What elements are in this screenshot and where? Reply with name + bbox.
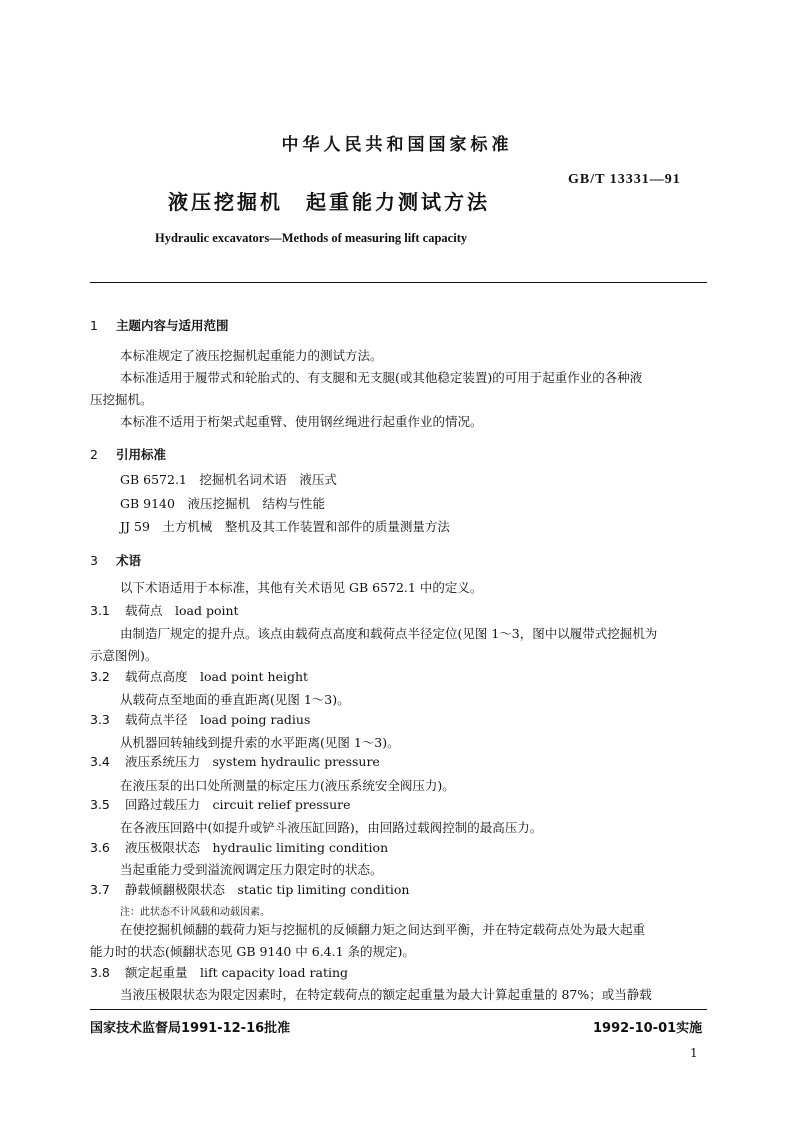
section-number: 1 bbox=[90, 318, 98, 333]
term-heading bbox=[90, 601, 239, 619]
issuer-heading: 中华人民共和国国家标准 bbox=[281, 135, 513, 155]
approval-date: 国家技术监督局1991-12-16批准 bbox=[90, 1021, 291, 1036]
term-number: 3.5 bbox=[90, 797, 110, 812]
section-heading bbox=[90, 551, 141, 569]
paragraph-line: 当起重能力受到溢流阀调定压力限定时的状态。 bbox=[120, 862, 383, 877]
term-number: 3.4 bbox=[90, 754, 110, 769]
term-title: 载荷点高度 load point height bbox=[125, 669, 309, 684]
term-heading bbox=[90, 710, 310, 728]
term-heading bbox=[90, 838, 388, 856]
page-number: 1 bbox=[690, 1046, 698, 1060]
term-heading bbox=[90, 795, 351, 813]
paragraph-line: 由制造厂规定的提升点。该点由载荷点高度和载荷点半径定位(见图 1～3，图中以履带式挖掘机为 bbox=[120, 626, 658, 641]
term-number: 3.3 bbox=[90, 712, 110, 727]
section-title: 主题内容与适用范围 bbox=[116, 318, 229, 333]
section-number: 2 bbox=[90, 447, 98, 462]
paragraph-line: GB 6572.1 挖掘机名词术语 液压式 bbox=[120, 472, 337, 487]
paragraph-line: 在液压泵的出口处所测量的标定压力(液压系统安全阀压力)。 bbox=[120, 778, 455, 793]
paragraph-line: 从机器回转轴线到提升索的水平距离(见图 1～3)。 bbox=[120, 735, 400, 750]
term-title: 载荷点 load point bbox=[125, 603, 239, 618]
document-title-en: Hydraulic excavators—Methods of measuring lift capacity bbox=[155, 231, 468, 245]
term-number: 3.2 bbox=[90, 669, 110, 684]
paragraph-line: 当液压极限状态为限定因素时，在特定载荷点的额定起重量为最大计算起重量的 87%；或当静载 bbox=[120, 987, 652, 1002]
footer-divider bbox=[90, 1009, 707, 1010]
paragraph-line: 在使挖掘机倾翻的载荷力矩与挖掘机的反倾翻力矩之间达到平衡，并在特定载荷点处为最大起重 bbox=[120, 922, 646, 937]
term-number: 3.8 bbox=[90, 965, 110, 980]
term-title: 液压系统压力 system hydraulic pressure bbox=[125, 754, 380, 769]
standard-number: GB/T 13331—91 bbox=[568, 172, 681, 187]
section-title: 术语 bbox=[116, 553, 142, 568]
document-title-cn: 液压挖掘机 起重能力测试方法 bbox=[168, 190, 490, 214]
paragraph-line: 以下术语适用于本标准，其他有关术语见 GB 6572.1 中的定义。 bbox=[120, 580, 483, 595]
term-number: 3.7 bbox=[90, 882, 110, 897]
section-heading bbox=[90, 316, 229, 334]
section-heading bbox=[90, 445, 166, 463]
implementation-date: 1992-10-01实施 bbox=[593, 1021, 703, 1036]
term-title: 静载倾翻极限状态 static tip limiting condition bbox=[125, 882, 410, 897]
note-text: 注：此状态不计风载和动载因素。 bbox=[120, 907, 270, 918]
paragraph-line: 能力时的状态(倾翻状态见 GB 9140 中 6.4.1 条的规定)。 bbox=[90, 944, 415, 959]
paragraph-line: GB 9140 液压挖掘机 结构与性能 bbox=[120, 496, 325, 511]
paragraph-line: 从载荷点至地面的垂直距离(见图 1～3)。 bbox=[120, 692, 350, 707]
term-title: 液压极限状态 hydraulic limiting condition bbox=[125, 840, 389, 855]
paragraph-line: 示意图例)。 bbox=[90, 648, 158, 663]
term-heading bbox=[90, 963, 348, 981]
term-number: 3.6 bbox=[90, 840, 110, 855]
paragraph-line: 压挖掘机。 bbox=[90, 392, 153, 407]
term-number: 3.1 bbox=[90, 603, 110, 618]
term-heading bbox=[90, 752, 380, 770]
section-number: 3 bbox=[90, 553, 98, 568]
paragraph-line: 在各液压回路中(如提升或铲斗液压缸回路)，由回路过载阀控制的最高压力。 bbox=[120, 820, 543, 835]
term-heading bbox=[90, 880, 409, 898]
term-title: 载荷点半径 load poing radius bbox=[125, 712, 311, 727]
paragraph-line: 本标准规定了液压挖掘机起重能力的测试方法。 bbox=[120, 348, 383, 363]
header-divider bbox=[90, 282, 707, 283]
term-title: 额定起重量 lift capacity load rating bbox=[125, 965, 349, 980]
term-heading bbox=[90, 667, 308, 685]
paragraph-line: 本标准不适用于桁架式起重臂、使用钢丝绳进行起重作业的情况。 bbox=[120, 414, 483, 429]
term-title: 回路过载压力 circuit relief pressure bbox=[125, 797, 351, 812]
paragraph-line: JJ 59 土方机械 整机及其工作装置和部件的质量测量方法 bbox=[120, 519, 450, 534]
section-title: 引用标准 bbox=[116, 447, 167, 462]
paragraph-line: 本标准适用于履带式和轮胎式的、有支腿和无支腿(或其他稳定装置)的可用于起重作业的各种液 bbox=[120, 370, 643, 385]
